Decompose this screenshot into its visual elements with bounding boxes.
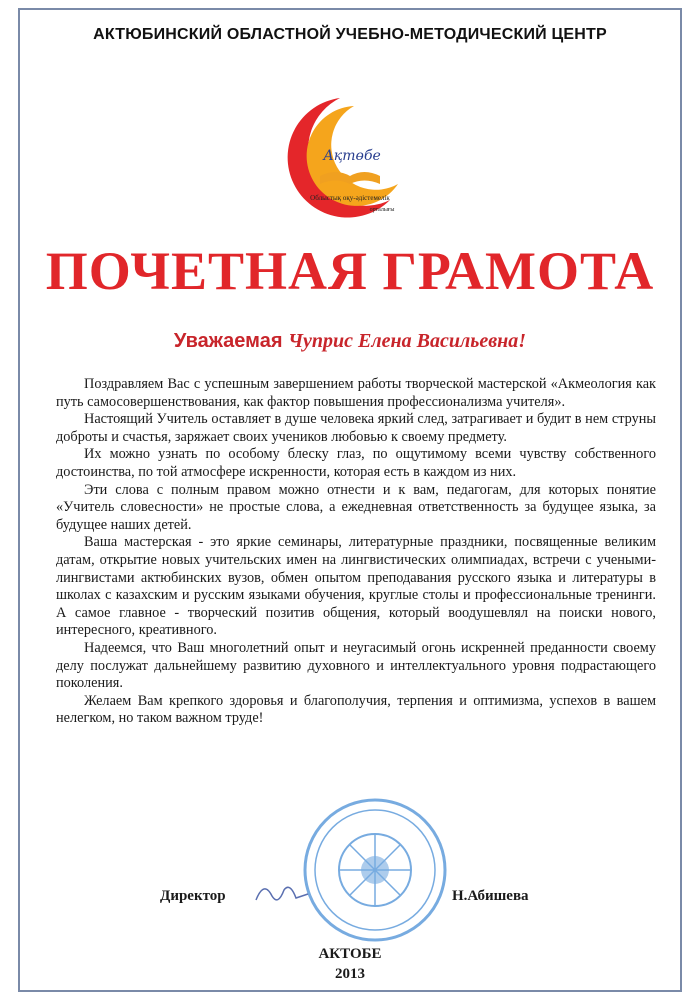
footer-year: 2013 xyxy=(335,966,365,982)
organization-header: АКТЮБИНСКИЙ ОБЛАСТНОЙ УЧЕБНО-МЕТОДИЧЕСКИЙ ЦЕНТР xyxy=(93,26,607,43)
body-paragraph: Их можно узнать по особому блеску глаз, по ощутимому всеми чувству собственного достоинства, по той атмосфере искренности, которая есть в каждом из них. xyxy=(56,446,656,480)
logo-script-text: Ақтөбе xyxy=(323,148,381,164)
official-seal xyxy=(300,795,450,945)
body-paragraph: Эти слова с полным правом можно отнести и к вам, педагогам, для которых понятие «Учитель словесности» не простые слова, а ежедневная ответственность за будущее языка, за будущее наших детей. xyxy=(56,481,656,533)
logo-caption-line2: орталығы xyxy=(369,207,395,213)
logo xyxy=(270,80,430,220)
footer-city: АКТОБЕ xyxy=(318,946,382,962)
logo-caption-line1: Облыстық оқу-әдістемелік xyxy=(310,194,390,202)
signature-role: Директор xyxy=(160,888,226,904)
body-paragraph: Настоящий Учитель оставляет в душе человека яркий след, затрагивает и будит в нем струны доброты и счастья, заряжает своих учеников любовью к своему предмету. xyxy=(56,411,656,445)
body-paragraph: Поздравляем Вас с успешным завершением работы творческой мастерской «Акмеология как путь самосовершенствования, как фактор повышения профессионализма учителя». xyxy=(56,376,656,410)
signature-name: Н.Абишева xyxy=(452,888,529,904)
salutation: Уважаемая xyxy=(173,330,283,352)
handwritten-signature xyxy=(252,878,312,908)
body-paragraph: Ваша мастерская - это яркие семинары, литературные праздники, посвященные великим датам, открытие новых учительских имен на лингвистических олимпиадах, встречи с учеными-лингвистами актюбинских вузов, обмен опытом преподавания русского языка и литературы в школах с казахским и русским языками обучения, круглые столы и профессиональные тренинги. А самое главное - творческий позитив общения, который воодушевлял на поиски нового, интересного, креативного. xyxy=(56,534,656,639)
certificate-body xyxy=(56,376,656,728)
body-paragraph: Желаем Вам крепкого здоровья и благополучия, терпения и оптимизма, успехов в вашем нелегком, но таком важном труде! xyxy=(56,692,656,727)
recipient-name: Чуприс Елена Васильевна! xyxy=(288,330,527,352)
body-paragraph: Надеемся, что Ваш многолетний опыт и неугасимый огонь искренней преданности своему делу послужат дальнейшему развитию духовного и интеллектуального уровня подрастающего поколения. xyxy=(56,639,656,692)
greeting-line xyxy=(0,330,700,353)
certificate-title: ПОЧЕТНАЯ ГРАМОТА xyxy=(45,241,655,301)
